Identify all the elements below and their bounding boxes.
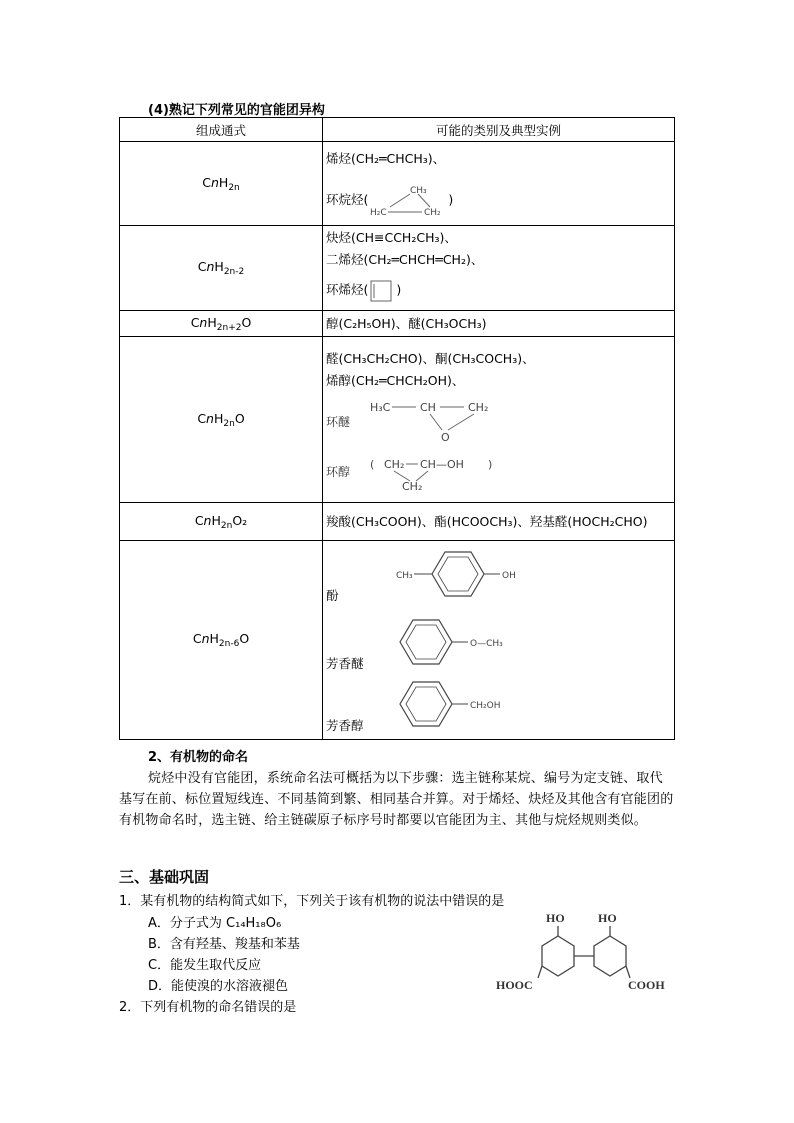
phenol-line: 酚 CH₃ OH — [326, 542, 674, 608]
anisole-line: 芳香醚 O—CH₃ — [326, 608, 674, 674]
svg-text:CH₂: CH₂ — [424, 207, 442, 218]
epoxide-line: 环醚 H₃C CH CH₂ O — [326, 392, 674, 452]
svg-text:HO: HO — [546, 911, 565, 925]
svg-text:CH—OH: CH—OH — [420, 457, 464, 471]
question-2: 2．下列有机物的命名错误的是 — [119, 1000, 297, 1015]
svg-text:O—CH₃: O—CH₃ — [470, 639, 503, 649]
svg-text:CH: CH — [420, 400, 436, 414]
col1-header: 组成通式 — [120, 118, 323, 142]
option-b: B．含有羟基、羧基和苯基 — [148, 937, 300, 952]
svg-text:O: O — [441, 430, 450, 444]
option-a: A．分子式为 C₁₄H₁₈O₆ — [148, 916, 282, 931]
examples-cell — [323, 541, 675, 740]
cyclobutene-structure — [368, 278, 396, 304]
naming-paragraph: 烷烃中没有官能团，系统命名法可概括为以下步骤：选主链称某烷、编号为定支链、取代基写在前、标位置短线连、不同基简到繁、相同基合并算。对于烯烃、炔烃及其他含有官能团的有机物命名时，选主链、给主链碳原子标序号时都要以官能团为主、其他与烷烃规则类似。 — [119, 771, 674, 828]
svg-text:(: ( — [370, 457, 375, 471]
option-d: D．能使溴的水溶液褪色 — [148, 979, 289, 994]
examples-cell: 炔烃(CH≡CCH₂CH₃)、 二烯烃(CH₂═CHCH═CH₂)、 环烯烃( ) — [323, 226, 675, 311]
formula-cell: CnH$_{2n-2}$ — [120, 226, 323, 311]
section4-heading: (4)熟记下列常见的官能团异构 — [148, 103, 325, 118]
section3-heading: 三、基础巩固 — [119, 868, 210, 886]
svg-text:CH₃: CH₃ — [410, 185, 428, 196]
examples-cell: 醛(CH₃CH₂CHO)、酮(CH₃COCH₃)、 烯醇(CH₂═CHCH₂OH)、 环醚 H₃C CH CH₂ O 环醇 ( CH₂ CH—OH ) CH₂ — [323, 337, 675, 503]
formula-cell: CnH$_{2n-6}$O — [120, 541, 323, 740]
svg-text:OH: OH — [502, 571, 516, 581]
svg-text:CH₂: CH₂ — [468, 400, 489, 414]
option-c: C．能发生取代反应 — [148, 958, 262, 973]
col2-header: 可能的类别及典型实例 — [323, 118, 675, 142]
benzyl-alcohol-structure — [396, 676, 546, 732]
examples-cell: 羧酸(CH₃COOH)、酯(HCOOCH₃)、羟基醛(HOCH₂CHO) — [323, 503, 675, 541]
cyclopropanol-structure — [368, 452, 518, 492]
cyclopropane-structure — [368, 182, 448, 220]
epoxide-structure — [368, 397, 518, 447]
svg-text:COOH: COOH — [628, 978, 665, 992]
anisole-structure — [396, 614, 546, 670]
biphenyl-structure — [494, 910, 684, 992]
benzyl-alcohol-line: 芳香醇 CH₂OH — [326, 674, 674, 738]
formula-cell: CnH$_{2n}$ — [120, 142, 323, 226]
formula-cell: CnH$_{2n}$O₂ — [120, 503, 323, 541]
svg-text:HOOC: HOOC — [496, 978, 533, 992]
formula-cell: CnH$_{2n}$O — [120, 337, 323, 503]
formula-cell: CnH$_{2n+2}$O — [120, 311, 323, 337]
svg-text:CH₂OH: CH₂OH — [470, 701, 501, 711]
svg-text:): ) — [488, 457, 493, 471]
cyclic-alcohol-line: 环醇 ( CH₂ CH—OH ) CH₂ — [326, 452, 674, 492]
examples-cell: 烯烃(CH₂═CHCH₃)、 环烷烃( CH₃ H₂C CH₂ ) — [323, 142, 675, 226]
svg-text:CH₃: CH₃ — [396, 571, 413, 581]
section2-heading: 2、有机物的命名 — [148, 750, 249, 765]
svg-text:CH₂: CH₂ — [384, 457, 405, 471]
svg-text:HO: HO — [598, 911, 617, 925]
svg-text:CH₂: CH₂ — [402, 479, 423, 492]
svg-text:H₃C: H₃C — [370, 400, 391, 414]
cycloalkene-line: 环烯烃( ) — [326, 271, 674, 309]
p-cresol-structure — [396, 546, 536, 602]
examples-cell: 醇(C₂H₅OH)、醚(CH₃OCH₃) — [323, 311, 675, 337]
cycloalkane-line: 环烷烃( CH₃ H₂C CH₂ ) — [326, 171, 674, 221]
isomer-table — [119, 117, 675, 740]
svg-text:H₂C: H₂C — [370, 207, 388, 218]
question-1: 1．某有机物的结构简式如下，下列关于该有机物的说法中错误的是 — [119, 894, 505, 909]
